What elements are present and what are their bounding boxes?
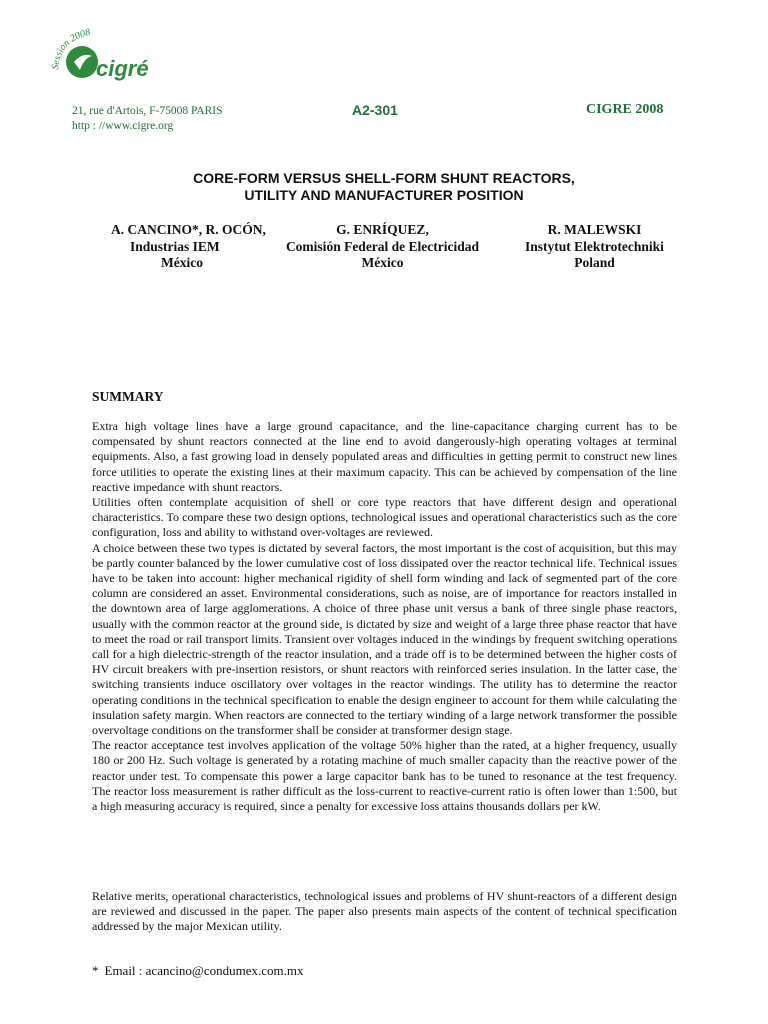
author-block bbox=[512, 222, 677, 272]
summary-body bbox=[92, 419, 677, 814]
address-line: 21, rue d'Artois, F-75008 PARIS bbox=[72, 105, 223, 117]
summary-paragraph: Extra high voltage lines have a large ground capacitance, and the line-capacitance charging current has to be compensated by shunt reactors connected at the line end to avoid dangerously-high operating voltages at terminal equipments. Also, a fast growing load in densely populated areas and difficulties in getting permit to construct new lines force utilities to operate the existing lines at their maximum capacity. This can be achieved by compensation of the line reactive impedance with shunt reactors. bbox=[92, 419, 677, 494]
author-affiliation: Comisión Federal de Electricidad bbox=[285, 238, 480, 254]
summary-body-final bbox=[92, 889, 677, 935]
title-line-1: CORE-FORM VERSUS SHELL-FORM SHUNT REACTORS, bbox=[193, 170, 575, 186]
summary-paragraph: Utilities often contemplate acquisition of shell or core type reactors that have different design and operational characteristics. To compare these two design options, technological issues and operational characteristics such as the core configuration, loss and ability to withstand over-voltages are reviewed. bbox=[92, 495, 677, 540]
author-names: R. MALEWSKI bbox=[547, 222, 642, 237]
author-country: México bbox=[161, 255, 203, 270]
logo-arc-text: Session 2008 bbox=[49, 26, 92, 71]
title-line-2: UTILITY AND MANUFACTURER POSITION bbox=[244, 187, 524, 203]
author-names: G. ENRÍQUEZ, bbox=[336, 222, 429, 237]
author-block bbox=[111, 222, 266, 272]
author-affiliation: Industrias IEM bbox=[130, 238, 220, 254]
footnote-marker: * bbox=[92, 963, 99, 978]
paper-code: A2-301 bbox=[352, 102, 398, 118]
address-block bbox=[72, 104, 223, 134]
summary-paragraph: Relative merits, operational characteristics, technological issues and problems of HV shunt-reactors of a different design are reviewed and discussed in the paper. The paper also presents main aspects of the content of technical specification addressed by the major Mexican utility. bbox=[92, 889, 677, 934]
footnote bbox=[92, 963, 303, 979]
author-affiliation: Instytut Elektrotechniki bbox=[525, 238, 664, 254]
summary-paragraph: The reactor acceptance test involves application of the voltage 50% higher than the rated, at a higher frequency, usually 180 or 200 Hz. Such voltage is generated by a rotating machine of much smaller capacity than the reactive power of the reactor under test. To compensate this power a large capacitor bank has to be tuned to resonance at the test frequency. The reactor loss measurement is rather difficult as the loss-current to reactive-current ratio is often lower than 1:500, but a high measuring accuracy is required, since a penalty for excessive loss attains thousands dollars per kW. bbox=[92, 738, 677, 814]
summary-heading: SUMMARY bbox=[92, 389, 164, 404]
cigre-logo bbox=[44, 26, 154, 96]
author-country: México bbox=[361, 255, 404, 270]
author-country: Poland bbox=[574, 255, 615, 270]
logo-text: cigré bbox=[96, 56, 149, 81]
summary-paragraph: A choice between these two types is dictated by several factors, the most important is the cost of acquisition, but this may be partly counter balanced by the lower cumulative cost of loss dissipated over the reactor technical life. Technical issues have to be taken into account: higher mechanical rigidity of shell form winding and lack of segmented part of the core column are considered an asset. Environmental considerations, such as noise, are of importance for reactors installed in the downtown area of large agglomerations. A choice of three phase unit versus a bank of three single phase reactors, usually with the common reactor at the ground side, is dictated by size and weight of a large three phase reactor that have to meet the road or rail transport limits. Transient over voltages induced in the windings by frequent switching operations call for a high dielectric-strength of the reactor insulation, and a trade off is to be determined between the higher costs of HV circuit breakers with pre-insertion resistors, or shunt reactors with reinforced series insulation. In the latter case, the switching transients induce oscillatory over voltages in the reactor windings. The utility has to determine the reactor operating conditions in the technical specification to enable the design engineer to account for them while calculating the insulation safety margin. When reactors are connected to the tertiary winding of a large network transformer the possible overvoltage conditions on the transformer shall be consider at transformer design stage. bbox=[92, 540, 677, 738]
website-link[interactable]: http : //www.cigre.org bbox=[72, 120, 174, 132]
author-block bbox=[270, 222, 495, 272]
footnote-email: Email : acancino@condumex.com.mx bbox=[104, 963, 304, 978]
author-names: A. CANCINO*, R. OCÓN, bbox=[111, 222, 266, 237]
event-name: CIGRE 2008 bbox=[586, 102, 664, 117]
